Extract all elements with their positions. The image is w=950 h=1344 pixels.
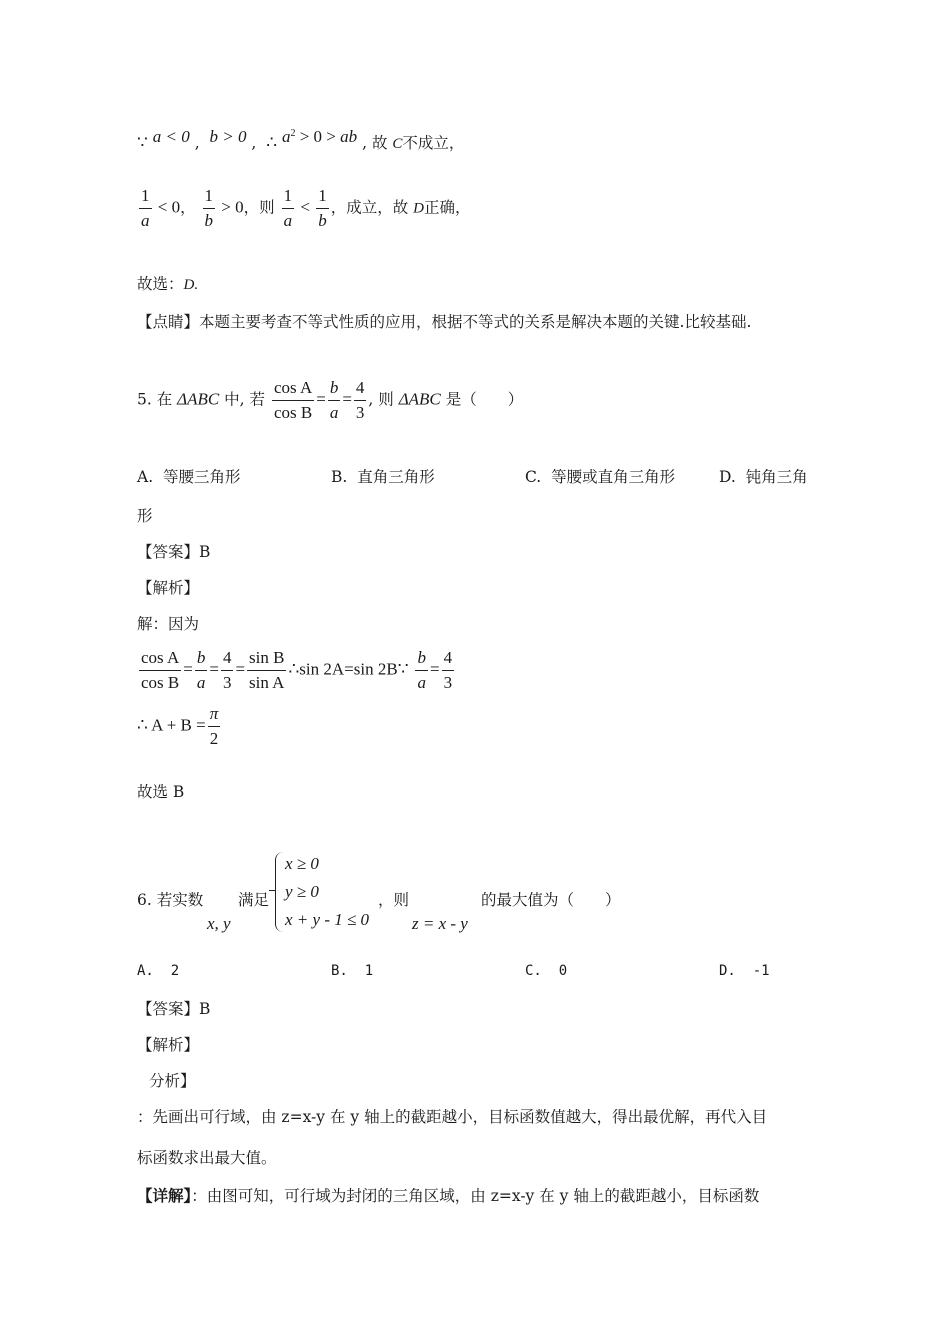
denominator: a	[329, 403, 339, 422]
denominator: a	[141, 211, 150, 230]
q6-stem-suffix: 的最大值为（ ）	[481, 891, 621, 909]
math-sum-lhs: ∴ A + B =	[137, 715, 206, 735]
equals: =	[209, 659, 219, 679]
math-b-gt-0: b > 0	[209, 127, 247, 147]
q5-analysis-tag: 【解析】	[137, 579, 200, 597]
fraction-1-over-b	[316, 186, 329, 231]
choose-d-line	[137, 274, 198, 295]
fraction-1-over-a	[139, 186, 152, 231]
equals: =	[429, 659, 440, 679]
math-relation: > 0	[217, 197, 244, 217]
denominator: 3	[355, 403, 365, 422]
fraction-1-over-b	[203, 186, 216, 231]
therefore-symbol: ∴	[266, 133, 278, 153]
section-tag: 【答案】	[137, 543, 200, 561]
fraction-cosA-cosB	[272, 378, 314, 423]
q6-option-b[interactable]	[331, 963, 373, 979]
option-letter-d: D	[413, 200, 424, 217]
equals: =	[235, 659, 246, 679]
q6-stem-prefix: 6. 若实数	[137, 891, 204, 909]
therefore-symbol: ∴	[288, 659, 300, 679]
option-text: 钝角三角	[745, 468, 808, 486]
q5-conclusion: 故选 B	[137, 783, 185, 801]
equals: =	[183, 659, 193, 679]
text-fragment: 中, 若	[219, 390, 270, 409]
system-brace	[275, 852, 284, 932]
math-a: a	[281, 127, 291, 147]
option-text: 等腰三角形	[162, 468, 241, 486]
numerator: 4	[221, 648, 234, 671]
comma: ，	[180, 198, 196, 217]
option-text: 1	[364, 963, 374, 979]
section-tag: 【答案】	[137, 1000, 200, 1018]
q5-solution-sum	[137, 704, 222, 749]
equals: =	[316, 389, 326, 409]
text-fragment: 不成立，	[402, 134, 465, 153]
option-text: 0	[558, 963, 568, 979]
option-label: B.	[331, 468, 348, 486]
q5-option-d[interactable]	[719, 465, 808, 487]
option-label: B.	[331, 963, 348, 979]
comma: ,	[251, 134, 257, 153]
numerator: 1	[203, 186, 216, 209]
option-label: D.	[719, 963, 736, 979]
q6-vars: x, y	[207, 914, 231, 933]
q5-solution-equation	[137, 648, 456, 693]
q6-option-c[interactable]	[525, 963, 567, 979]
denominator: 3	[222, 673, 232, 692]
q5-option-b[interactable]	[331, 465, 435, 487]
denominator: a	[283, 211, 293, 230]
answer-letter: D.	[183, 277, 199, 293]
q6-answer	[137, 999, 210, 1019]
constraint-3: x + y - 1 ≤ 0	[285, 910, 370, 929]
equals: =	[344, 659, 354, 679]
denominator: b	[318, 211, 327, 230]
numerator: b	[328, 378, 341, 401]
denominator: cos B	[273, 403, 313, 422]
equals: =	[342, 389, 352, 409]
section-tag: 【详解】	[137, 1186, 192, 1205]
math-exponent: 2	[290, 128, 296, 139]
numerator: cos A	[139, 648, 181, 671]
section-tag: 【点睛】	[137, 313, 200, 331]
fraction-b-over-a	[415, 648, 428, 693]
math-ab: ab	[340, 127, 358, 147]
option-label: A.	[137, 468, 154, 486]
q6-satisfies: 满足	[238, 891, 270, 909]
math-relation: > 0 >	[295, 127, 341, 147]
numerator: b	[195, 648, 208, 671]
q5-answer	[137, 542, 210, 562]
fraction-1-over-a	[282, 186, 295, 231]
numerator: 1	[282, 186, 295, 209]
q6-option-a[interactable]	[137, 963, 179, 979]
inequality-line-d	[137, 186, 470, 231]
option-label: A.	[137, 963, 154, 979]
fraction-cosA-cosB	[139, 648, 181, 693]
text-fragment: , 则	[368, 390, 399, 409]
fraction-pi-over-2	[208, 704, 221, 749]
text-fragment: ，则	[243, 198, 275, 217]
option-letter-c: C	[392, 136, 403, 153]
denominator: 2	[209, 729, 219, 748]
numerator: 1	[316, 186, 329, 209]
math-sin2B: sin 2B	[353, 659, 398, 679]
text-fragment: 故选：	[137, 275, 184, 293]
option-label: D.	[719, 468, 736, 486]
because-symbol: ∵	[397, 659, 409, 679]
q6-analysis-line-1: ：先画出可行域，由 z=x-y 在 y 轴上的截距越小，目标函数值越大，得出最优解，再代入目	[137, 1108, 768, 1126]
detail-text: ：由图可知，可行域为封闭的三角区域，由 z=x-y 在 y 轴上的截距越小，目标函数	[191, 1187, 760, 1205]
fraction-b-over-a	[328, 378, 341, 423]
because-symbol: ∵	[137, 133, 148, 153]
fraction-4-over-3	[221, 648, 234, 693]
answer-value: B	[199, 543, 211, 561]
numerator: 4	[442, 648, 455, 671]
denominator: sin A	[249, 673, 285, 692]
denominator: b	[204, 211, 214, 230]
math-sin2A: sin 2A	[299, 659, 345, 679]
math-triangle: ΔABC	[398, 389, 441, 409]
text-fragment: 正确，	[423, 198, 471, 217]
numerator: 4	[354, 378, 367, 401]
option-text: 2	[170, 963, 180, 979]
constraint-1: x ≥ 0	[285, 854, 319, 873]
math-relation: <	[296, 197, 315, 217]
comma: ,	[194, 134, 200, 153]
comment-line	[137, 312, 751, 332]
numerator: π	[208, 704, 221, 727]
text-fragment: ，成立，故	[330, 198, 414, 217]
text-fragment: , 故	[362, 134, 393, 153]
question-number: 5. 在	[137, 390, 178, 409]
question-5-stem	[137, 378, 523, 423]
fraction-4-over-3	[354, 378, 367, 423]
option-label: C.	[525, 963, 542, 979]
numerator: 1	[139, 186, 152, 209]
denominator: cos B	[141, 673, 180, 692]
answer-value: B	[199, 1000, 211, 1018]
q5-option-d-wrap: 形	[137, 507, 153, 525]
q5-option-c[interactable]	[525, 465, 675, 487]
option-text: 等腰或直角三角形	[551, 468, 676, 486]
fraction-b-over-a	[195, 648, 208, 693]
constraint-2: y ≥ 0	[285, 882, 319, 901]
fraction-sinB-sinA	[247, 648, 286, 693]
fraction-4-over-3	[442, 648, 455, 693]
math-triangle: ΔABC	[177, 389, 220, 409]
numerator: b	[415, 648, 428, 671]
q6-objective: z = x - y	[412, 914, 468, 933]
denominator: 3	[443, 673, 453, 692]
q6-option-d[interactable]	[719, 963, 770, 979]
math-a-lt-0: a < 0	[152, 127, 190, 147]
option-text: 直角三角形	[357, 468, 435, 486]
q6-sub-tag: 分析】	[149, 1072, 196, 1090]
text-fragment: 是（ ）	[440, 390, 524, 409]
option-text: -1	[752, 963, 770, 979]
inequality-line-c	[137, 127, 465, 154]
q5-option-a[interactable]	[137, 465, 241, 487]
numerator: sin B	[247, 648, 286, 671]
q6-analysis-line-2: 标函数求出最大值。	[137, 1149, 277, 1167]
q6-analysis-tag: 【解析】	[137, 1036, 200, 1054]
numerator: cos A	[272, 378, 314, 401]
q5-solution-intro: 解：因为	[137, 615, 200, 633]
math-relation: < 0	[153, 197, 181, 217]
q6-then: ，则	[378, 891, 410, 909]
denominator: a	[417, 673, 426, 692]
comment-text: 本题主要考查不等式性质的应用，根据不等式的关系是解决本题的关键.比较基础.	[199, 313, 752, 331]
option-label: C.	[525, 468, 542, 486]
q6-detail-line-1	[137, 1186, 759, 1206]
denominator: a	[196, 673, 206, 692]
